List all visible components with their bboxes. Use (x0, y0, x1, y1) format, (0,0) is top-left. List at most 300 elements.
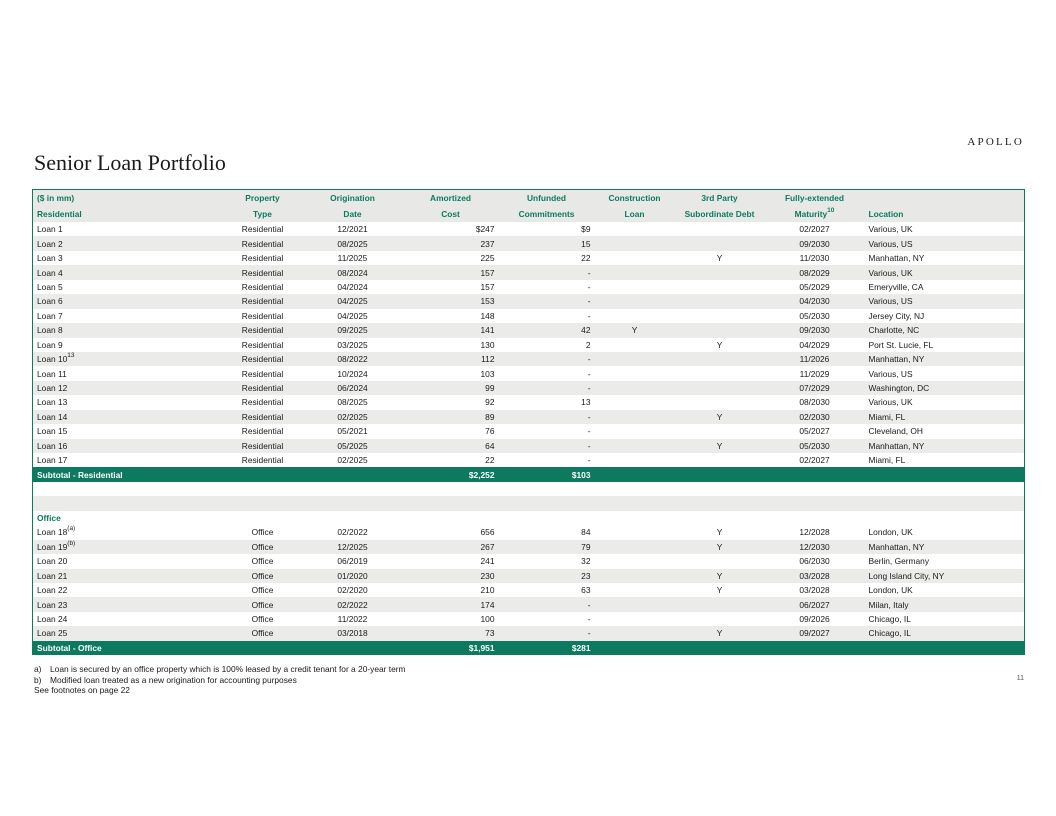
construction-loan-cell (595, 309, 675, 323)
amortized-cost-cell: 157 (403, 280, 499, 294)
table-row (33, 236, 1025, 250)
loan-name: Loan 12 (37, 383, 68, 394)
construction-loan-cell (595, 583, 675, 597)
location-cell: Charlotte, NC (865, 323, 1025, 337)
location-cell: Various, UK (865, 395, 1025, 409)
header-location: Location (865, 206, 1025, 222)
loan-footnote-ref: (b) (67, 539, 76, 547)
table-row (33, 439, 1025, 453)
amortized-cost-cell: 157 (403, 265, 499, 279)
blank-cell (865, 496, 1025, 510)
blank-cell (403, 511, 499, 525)
construction-loan-cell (595, 554, 675, 568)
third-party-debt-cell (675, 236, 765, 250)
unfunded-commitments-cell: - (499, 410, 595, 424)
location-cell: Various, US (865, 294, 1025, 308)
origination-date-cell: 09/2025 (303, 323, 403, 337)
unfunded-commitments-cell: - (499, 352, 595, 366)
table-row (33, 323, 1025, 337)
loan-name-cell (33, 554, 223, 568)
subtotal-blank (765, 641, 865, 655)
loan-name-cell (33, 395, 223, 409)
header-maturity (765, 206, 865, 222)
table-row (33, 540, 1025, 554)
header-amortized: Amortized (403, 190, 499, 207)
origination-date-cell: 10/2024 (303, 366, 403, 380)
loan-name: Loan 15 (37, 426, 68, 437)
amortized-cost-cell: 148 (403, 309, 499, 323)
blank-cell (595, 496, 675, 510)
construction-loan-cell (595, 569, 675, 583)
subtotal-cost: $2,252 (403, 467, 499, 481)
loan-name-cell (33, 366, 223, 380)
construction-loan-cell (595, 265, 675, 279)
loan-name-cell (33, 626, 223, 640)
maturity-cell: 12/2030 (765, 540, 865, 554)
loan-name: Loan 6 (37, 296, 63, 307)
unfunded-commitments-cell: 63 (499, 583, 595, 597)
amortized-cost-cell: 73 (403, 626, 499, 640)
unfunded-commitments-cell: - (499, 597, 595, 611)
loan-name: Loan 1 (37, 224, 63, 235)
amortized-cost-cell: 225 (403, 251, 499, 265)
third-party-debt-cell (675, 453, 765, 467)
amortized-cost-cell: 92 (403, 395, 499, 409)
origination-date-cell: 04/2024 (303, 280, 403, 294)
loan-name-cell (33, 612, 223, 626)
loan-name: Loan 2 (37, 238, 63, 249)
location-cell: Miami, FL (865, 410, 1025, 424)
origination-date-cell: 06/2024 (303, 381, 403, 395)
loan-name-cell (33, 453, 223, 467)
loan-name-cell (33, 236, 223, 250)
third-party-debt-cell (675, 381, 765, 395)
subtotal-blank (223, 641, 303, 655)
origination-date-cell: 01/2020 (303, 569, 403, 583)
construction-loan-cell (595, 222, 675, 236)
unfunded-commitments-cell: 15 (499, 236, 595, 250)
table-row (33, 294, 1025, 308)
unfunded-commitments-cell: $9 (499, 222, 595, 236)
subtotal-residential-row (33, 467, 1025, 481)
amortized-cost-cell: 64 (403, 439, 499, 453)
unfunded-commitments-cell: 32 (499, 554, 595, 568)
table-row (33, 569, 1025, 583)
third-party-debt-cell: Y (675, 439, 765, 453)
maturity-cell: 04/2029 (765, 338, 865, 352)
maturity-cell: 02/2027 (765, 453, 865, 467)
unfunded-commitments-cell: 13 (499, 395, 595, 409)
loan-name: Loan 13 (37, 397, 68, 408)
maturity-cell: 09/2030 (765, 323, 865, 337)
blank-cell (303, 482, 403, 496)
amortized-cost-cell: 230 (403, 569, 499, 583)
location-cell: Berlin, Germany (865, 554, 1025, 568)
loan-name-cell (33, 309, 223, 323)
section-office-label: Office (33, 511, 223, 525)
subtotal-blank (675, 641, 765, 655)
maturity-cell: 04/2030 (765, 294, 865, 308)
subtotal-blank (865, 467, 1025, 481)
property-type-cell: Residential (223, 280, 303, 294)
unfunded-commitments-cell: 42 (499, 323, 595, 337)
loan-name: Loan 24 (37, 614, 68, 625)
table-row (33, 612, 1025, 626)
loan-table-container (32, 189, 1024, 655)
subtotal-blank (765, 467, 865, 481)
maturity-cell: 08/2029 (765, 265, 865, 279)
origination-date-cell: 11/2022 (303, 612, 403, 626)
subtotal-blank (865, 641, 1025, 655)
header-type: Type (223, 206, 303, 222)
loan-name-cell (33, 597, 223, 611)
header-date: Date (303, 206, 403, 222)
amortized-cost-cell: 153 (403, 294, 499, 308)
amortized-cost-cell: 99 (403, 381, 499, 395)
location-cell: Chicago, IL (865, 626, 1025, 640)
unfunded-commitments-cell: - (499, 280, 595, 294)
property-type-cell: Residential (223, 352, 303, 366)
blank-cell (223, 496, 303, 510)
unfunded-commitments-cell: - (499, 381, 595, 395)
subtotal-blank (223, 467, 303, 481)
blank-cell (303, 496, 403, 510)
unfunded-commitments-cell: - (499, 453, 595, 467)
property-type-cell: Residential (223, 222, 303, 236)
table-row (33, 597, 1025, 611)
origination-date-cell: 05/2025 (303, 439, 403, 453)
maturity-cell: 12/2028 (765, 525, 865, 539)
table-row (33, 222, 1025, 236)
amortized-cost-cell: $247 (403, 222, 499, 236)
maturity-cell: 09/2030 (765, 236, 865, 250)
third-party-debt-cell (675, 265, 765, 279)
table-row (33, 352, 1025, 366)
page-title: Senior Loan Portfolio (34, 150, 226, 175)
header-construction: Construction (595, 190, 675, 207)
loan-table (32, 189, 1025, 655)
third-party-debt-cell: Y (675, 410, 765, 424)
blank-cell (765, 496, 865, 510)
location-cell: Long Island City, NY (865, 569, 1025, 583)
table-row (33, 626, 1025, 640)
see-footnotes: See footnotes on page 22 (34, 685, 130, 695)
maturity-cell: 11/2029 (765, 366, 865, 380)
header-unfunded: Unfunded (499, 190, 595, 207)
loan-name: Loan 10 (37, 354, 68, 365)
amortized-cost-cell: 22 (403, 453, 499, 467)
blank-cell (765, 511, 865, 525)
construction-loan-cell (595, 236, 675, 250)
brand-logo: APOLLO (967, 136, 1024, 148)
third-party-debt-cell: Y (675, 569, 765, 583)
location-cell: Port St. Lucie, FL (865, 338, 1025, 352)
blank-cell (33, 482, 223, 496)
spacer-row (33, 496, 1025, 510)
maturity-cell: 05/2027 (765, 424, 865, 438)
loan-name-cell (33, 424, 223, 438)
unfunded-commitments-cell: - (499, 439, 595, 453)
property-type-cell: Office (223, 583, 303, 597)
table-row (33, 424, 1025, 438)
header-maturity-label: Maturity (794, 209, 828, 219)
header-blank (865, 190, 1025, 207)
maturity-cell: 09/2027 (765, 626, 865, 640)
loan-name: Loan 23 (37, 599, 68, 610)
loan-name: Loan 8 (37, 325, 63, 336)
location-cell: Manhattan, NY (865, 352, 1025, 366)
table-row (33, 366, 1025, 380)
origination-date-cell: 08/2022 (303, 352, 403, 366)
blank-cell (595, 482, 675, 496)
subtotal-blank (303, 467, 403, 481)
page-number: 11 (1016, 675, 1024, 682)
blank-cell (499, 496, 595, 510)
location-cell: Washington, DC (865, 381, 1025, 395)
third-party-debt-cell (675, 366, 765, 380)
construction-loan-cell (595, 366, 675, 380)
amortized-cost-cell: 141 (403, 323, 499, 337)
loan-name-cell (33, 540, 223, 554)
loan-footnote-ref: 13 (67, 352, 75, 360)
construction-loan-cell (595, 453, 675, 467)
table-row (33, 309, 1025, 323)
origination-date-cell: 08/2025 (303, 236, 403, 250)
amortized-cost-cell: 103 (403, 366, 499, 380)
property-type-cell: Office (223, 540, 303, 554)
subtotal-blank (675, 467, 765, 481)
loan-name-cell (33, 410, 223, 424)
blank-cell (223, 482, 303, 496)
property-type-cell: Residential (223, 265, 303, 279)
construction-loan-cell (595, 525, 675, 539)
blank-cell (499, 511, 595, 525)
header-fully-extended: Fully-extended (765, 190, 865, 207)
maturity-cell: 11/2026 (765, 352, 865, 366)
unfunded-commitments-cell: 23 (499, 569, 595, 583)
property-type-cell: Residential (223, 366, 303, 380)
loan-name-cell (33, 222, 223, 236)
property-type-cell: Office (223, 612, 303, 626)
location-cell: Jersey City, NJ (865, 309, 1025, 323)
loan-name: Loan 5 (37, 281, 63, 292)
maturity-cell: 05/2029 (765, 280, 865, 294)
amortized-cost-cell: 237 (403, 236, 499, 250)
property-type-cell: Residential (223, 309, 303, 323)
header-loan: Loan (595, 206, 675, 222)
construction-loan-cell (595, 280, 675, 294)
construction-loan-cell (595, 381, 675, 395)
location-cell: Various, US (865, 236, 1025, 250)
location-cell: Milan, Italy (865, 597, 1025, 611)
origination-date-cell: 12/2021 (303, 222, 403, 236)
construction-loan-cell (595, 395, 675, 409)
loan-name-cell (33, 525, 223, 539)
third-party-debt-cell (675, 222, 765, 236)
subtotal-label: Subtotal - Office (33, 641, 223, 655)
construction-loan-cell (595, 352, 675, 366)
location-cell: Manhattan, NY (865, 439, 1025, 453)
construction-loan-cell (595, 540, 675, 554)
header-third-party: 3rd Party (675, 190, 765, 207)
property-type-cell: Office (223, 626, 303, 640)
construction-loan-cell (595, 251, 675, 265)
table-row (33, 453, 1025, 467)
amortized-cost-cell: 100 (403, 612, 499, 626)
third-party-debt-cell (675, 612, 765, 626)
property-type-cell: Residential (223, 294, 303, 308)
property-type-cell: Residential (223, 323, 303, 337)
maturity-cell: 06/2030 (765, 554, 865, 568)
property-type-cell: Residential (223, 251, 303, 265)
header-commitments: Commitments (499, 206, 595, 222)
loan-name: Loan 17 (37, 455, 68, 466)
table-row (33, 280, 1025, 294)
header-row-2 (33, 206, 1025, 222)
origination-date-cell: 05/2021 (303, 424, 403, 438)
third-party-debt-cell (675, 352, 765, 366)
subtotal-blank (303, 641, 403, 655)
header-origination: Origination (303, 190, 403, 207)
third-party-debt-cell (675, 395, 765, 409)
origination-date-cell: 02/2022 (303, 597, 403, 611)
origination-date-cell: 12/2025 (303, 540, 403, 554)
loan-name-cell (33, 583, 223, 597)
header-property: Property (223, 190, 303, 207)
construction-loan-cell (595, 597, 675, 611)
header-maturity-footnote: 10 (827, 207, 835, 214)
property-type-cell: Residential (223, 236, 303, 250)
loan-name: Loan 4 (37, 267, 63, 278)
location-cell: Manhattan, NY (865, 540, 1025, 554)
third-party-debt-cell (675, 424, 765, 438)
location-cell: Various, US (865, 366, 1025, 380)
loan-name-cell (33, 323, 223, 337)
construction-loan-cell (595, 410, 675, 424)
maturity-cell: 02/2027 (765, 222, 865, 236)
maturity-cell: 05/2030 (765, 309, 865, 323)
origination-date-cell: 02/2025 (303, 453, 403, 467)
third-party-debt-cell (675, 323, 765, 337)
loan-name-cell (33, 439, 223, 453)
blank-cell (865, 511, 1025, 525)
unfunded-commitments-cell: - (499, 265, 595, 279)
loan-name-cell (33, 280, 223, 294)
loan-name: Loan 9 (37, 339, 63, 350)
loan-name-cell (33, 381, 223, 395)
origination-date-cell: 02/2025 (303, 410, 403, 424)
origination-date-cell: 04/2025 (303, 294, 403, 308)
footnote-a (34, 664, 406, 675)
blank-cell (765, 482, 865, 496)
property-type-cell: Residential (223, 381, 303, 395)
subtotal-blank (595, 467, 675, 481)
amortized-cost-cell: 89 (403, 410, 499, 424)
amortized-cost-cell: 130 (403, 338, 499, 352)
origination-date-cell: 02/2020 (303, 583, 403, 597)
footnote-b (34, 675, 406, 686)
maturity-cell: 03/2028 (765, 569, 865, 583)
subtotal-label: Subtotal - Residential (33, 467, 223, 481)
loan-name: Loan 3 (37, 253, 63, 264)
property-type-cell: Office (223, 569, 303, 583)
unfunded-commitments-cell: - (499, 424, 595, 438)
header-units: ($ in mm) (33, 190, 223, 207)
header-section-residential: Residential (33, 206, 223, 222)
property-type-cell: Residential (223, 338, 303, 352)
loan-name: Loan 19 (37, 541, 68, 552)
loan-table-body (33, 222, 1025, 655)
table-row (33, 265, 1025, 279)
loan-name-cell (33, 569, 223, 583)
unfunded-commitments-cell: - (499, 612, 595, 626)
unfunded-commitments-cell: 84 (499, 525, 595, 539)
amortized-cost-cell: 656 (403, 525, 499, 539)
subtotal-blank (595, 641, 675, 655)
header-subordinate-debt: Subordinate Debt (675, 206, 765, 222)
maturity-cell: 09/2026 (765, 612, 865, 626)
blank-cell (403, 482, 499, 496)
loan-footnote-ref: (a) (67, 525, 76, 533)
amortized-cost-cell: 267 (403, 540, 499, 554)
location-cell: Chicago, IL (865, 612, 1025, 626)
origination-date-cell: 08/2024 (303, 265, 403, 279)
footnotes (34, 664, 406, 696)
third-party-debt-cell (675, 280, 765, 294)
location-cell: Cleveland, OH (865, 424, 1025, 438)
loan-name: Loan 20 (37, 556, 68, 567)
loan-name: Loan 16 (37, 440, 68, 451)
blank-cell (865, 482, 1025, 496)
location-cell: London, UK (865, 525, 1025, 539)
maturity-cell: 07/2029 (765, 381, 865, 395)
table-row (33, 381, 1025, 395)
table-row (33, 525, 1025, 539)
origination-date-cell: 04/2025 (303, 309, 403, 323)
unfunded-commitments-cell: 2 (499, 338, 595, 352)
subtotal-unfunded: $103 (499, 467, 595, 481)
third-party-debt-cell: Y (675, 626, 765, 640)
third-party-debt-cell (675, 554, 765, 568)
blank-cell (595, 511, 675, 525)
location-cell: Miami, FL (865, 453, 1025, 467)
location-cell: London, UK (865, 583, 1025, 597)
construction-loan-cell (595, 338, 675, 352)
footnote-a-marker: a) (34, 664, 42, 674)
amortized-cost-cell: 76 (403, 424, 499, 438)
origination-date-cell: 08/2025 (303, 395, 403, 409)
amortized-cost-cell: 112 (403, 352, 499, 366)
property-type-cell: Residential (223, 410, 303, 424)
third-party-debt-cell: Y (675, 540, 765, 554)
blank-cell (675, 482, 765, 496)
property-type-cell: Office (223, 525, 303, 539)
third-party-debt-cell (675, 309, 765, 323)
amortized-cost-cell: 241 (403, 554, 499, 568)
footnote-b-text: Modified loan treated as a new origination for accounting purposes (50, 674, 297, 685)
maturity-cell: 08/2030 (765, 395, 865, 409)
property-type-cell: Residential (223, 424, 303, 438)
blank-cell (223, 511, 303, 525)
construction-loan-cell (595, 612, 675, 626)
maturity-cell: 06/2027 (765, 597, 865, 611)
loan-name-cell (33, 294, 223, 308)
loan-name-cell (33, 265, 223, 279)
table-row (33, 251, 1025, 265)
third-party-debt-cell: Y (675, 251, 765, 265)
loan-name: Loan 25 (37, 628, 68, 639)
loan-name: Loan 11 (37, 368, 67, 379)
